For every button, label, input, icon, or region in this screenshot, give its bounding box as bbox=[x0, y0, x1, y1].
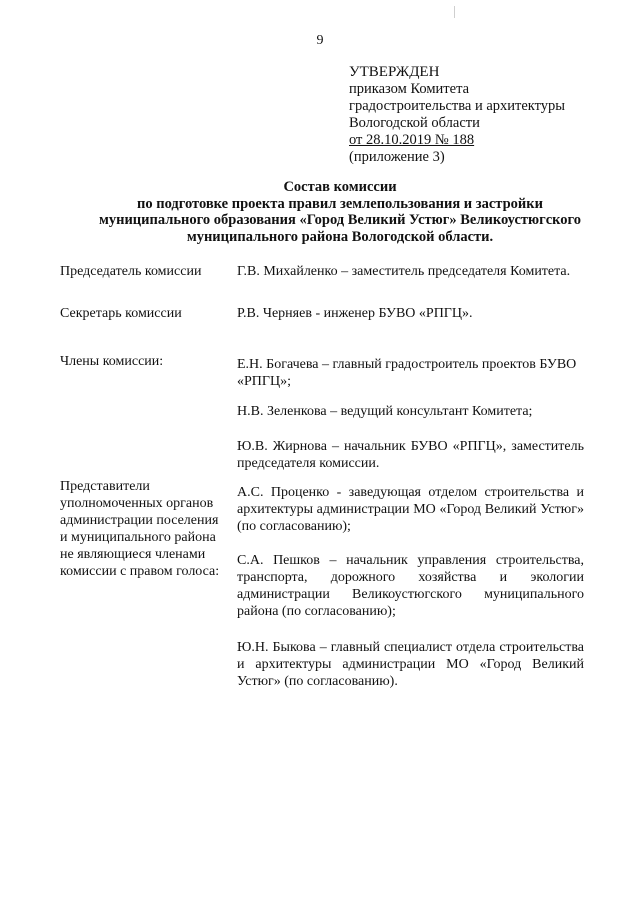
member-bogacheva: Е.Н. Богачева – главный градостроитель проектов БУВО «РПГЦ»; bbox=[237, 357, 577, 389]
approval-heading: УТВЕРЖДЕН bbox=[349, 64, 440, 80]
member-secretary: Р.В. Черняев - инженер БУВО «РПГЦ». bbox=[237, 306, 473, 321]
document-title bbox=[40, 179, 640, 245]
role-secretary: Секретарь комиссии bbox=[60, 306, 182, 321]
title-line-3: муниципального образования «Город Великий Устюг» Великоустюгского bbox=[98, 212, 582, 228]
approval-line-order: приказом Комитета bbox=[349, 81, 470, 97]
approval-line-committee: градостроительства и архитектуры bbox=[349, 98, 566, 114]
approval-line-region: Вологодской области bbox=[349, 115, 480, 131]
approval-stamp-block bbox=[349, 64, 565, 166]
page-number: 9 bbox=[316, 33, 324, 48]
approval-line-date-number: от 28.10.2019 № 188 bbox=[349, 132, 475, 148]
member-bykova: Ю.Н. Быкова – главный специалист отдела строительства и архитектуры администрации МО «Город Великий Устюг» (по согласованию). bbox=[237, 640, 584, 689]
scan-artifact-mark bbox=[454, 6, 455, 18]
member-zhirnova: Ю.В. Жирнова – начальник БУВО «РПГЦ», заместитель председателя комиссии. bbox=[237, 439, 584, 471]
member-protsenko: А.С. Проценко - заведующая отделом строительства и архитектуры администрации МО «Город Великий Устюг» (по согласованию); bbox=[237, 485, 584, 534]
role-representatives: Представители уполномоченных органов администрации поселения и муниципального района не являющиеся членами комиссии с правом голоса: bbox=[60, 479, 220, 579]
title-line-4: муниципального района Вологодской области. bbox=[186, 228, 494, 245]
title-line-1: Состав комиссии bbox=[283, 179, 397, 195]
title-line-2: по подготовке проекта правил землепользования и застройки bbox=[137, 195, 543, 212]
member-chair: Г.В. Михайленко – заместитель председателя Комитета. bbox=[237, 264, 571, 279]
role-members: Члены комиссии: bbox=[60, 354, 164, 369]
member-peshkov: С.А. Пешков – начальник управления строительства, транспорта, дорожного хозяйства и экологии администрации Великоустюгского муниципального района (по согласованию); bbox=[237, 553, 584, 619]
approval-line-appendix: (приложение 3) bbox=[349, 149, 445, 165]
member-zelenkova: Н.В. Зеленкова – ведущий консультант Комитета; bbox=[237, 404, 533, 419]
role-chair: Председатель комиссии bbox=[60, 264, 202, 279]
